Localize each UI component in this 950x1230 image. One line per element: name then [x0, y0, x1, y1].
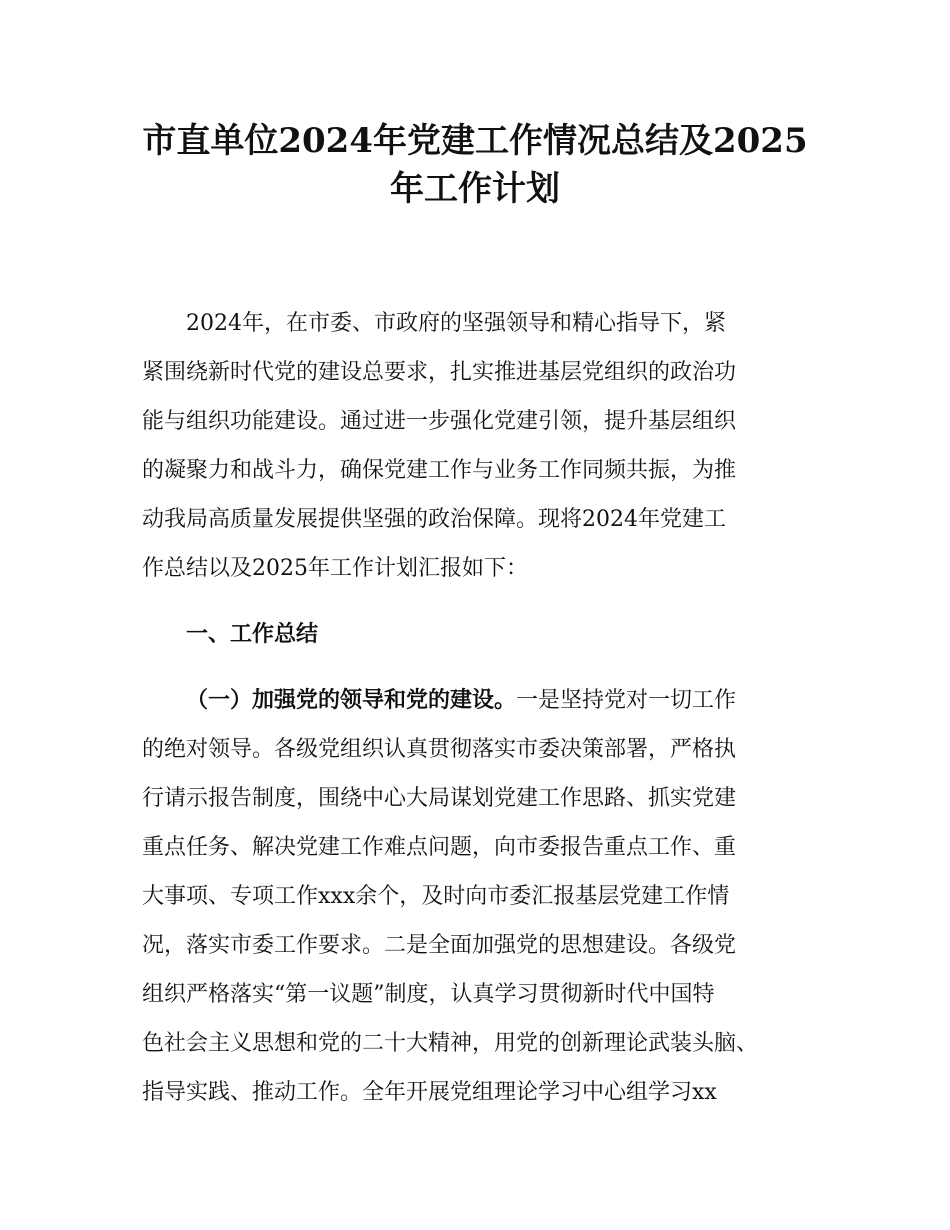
subsection-first-line-text: 一是坚持党对一切工作 — [516, 688, 737, 713]
intro-line: 2024年，在市委、市政府的坚强领导和精心指导下，紧 — [186, 311, 726, 336]
intro-line: 作总结以及2025年工作计划汇报如下： — [142, 556, 528, 581]
body-line: 的绝对领导。各级党组织认真贯彻落实市委决策部署，严格执 — [142, 737, 737, 762]
body-line: 行请示报告制度，围绕中心大局谋划党建工作思路、抓实党建 — [142, 786, 737, 811]
body-line: 指导实践、推动工作。全年开展党组理论学习中心组学习xx — [142, 1080, 717, 1105]
intro-line: 能与组织功能建设。通过进一步强化党建引领，提升基层组织 — [142, 409, 737, 434]
subsection-first-line — [186, 686, 736, 716]
body-line: 大事项、专项工作xxx余个，及时向市委汇报基层党建工作情 — [142, 884, 730, 909]
body-line: 色社会主义思想和党的二十大精神，用党的创新理论武装头脑、 — [142, 1031, 759, 1056]
intro-line: 的凝聚力和战斗力，确保党建工作与业务工作同频共振，为推 — [142, 458, 737, 483]
intro-line: 紧围绕新时代党的建设总要求，扎实推进基层党组织的政治功 — [142, 360, 737, 385]
body-line: 组织严格落实“第一议题”制度，认真学习贯彻新时代中国特 — [142, 982, 715, 1007]
intro-line: 动我局高质量发展提供坚强的政治保障。现将2024年党建工 — [142, 507, 726, 532]
subsection-lead-party-leadership: （一）加强党的领导和党的建设。 — [186, 688, 517, 713]
document-title-line-2: 年工作计划 — [390, 169, 560, 209]
section-heading-work-summary: 一、工作总结 — [186, 622, 319, 647]
body-line: 况，落实市委工作要求。二是全面加强党的思想建设。各级党 — [142, 933, 737, 958]
body-line: 重点任务、解决党建工作难点问题，向市委报告重点工作、重 — [142, 835, 737, 860]
document-title-line-1: 市直单位2024年党建工作情况总结及2025 — [142, 121, 808, 161]
